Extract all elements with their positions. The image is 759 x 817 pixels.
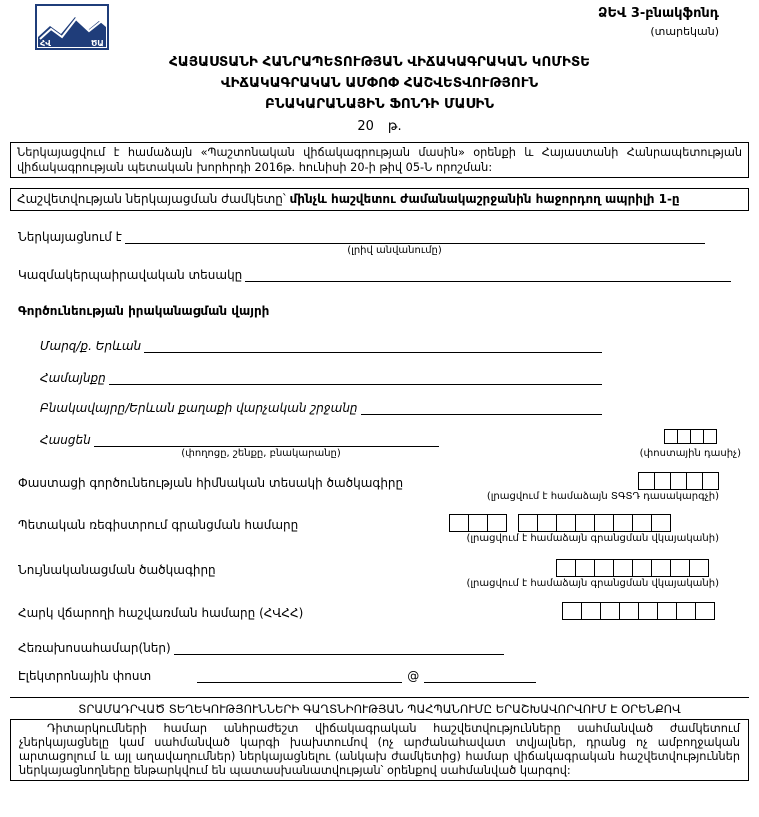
activity-code-label: Փաստացի գործունեության հիմնական տեսակի ծածկագիրը <box>18 476 404 490</box>
code-box[interactable] <box>677 429 691 444</box>
code-box[interactable] <box>518 514 538 532</box>
code-box[interactable] <box>581 602 601 620</box>
address-label: Հասցեն <box>40 433 91 447</box>
liability-notice <box>10 719 749 781</box>
code-box[interactable] <box>664 429 678 444</box>
legal-basis-notice: Ներկայացվում է համաձայն «Պաշտոնական վիճակագրության մասին» օրենքի և Հայաստանի Հանրապետության վիճակագրության պետական խորհրդի 2016թ. հունիսի 20-ի թիվ 05-Ն որոշման: <box>10 142 749 178</box>
code-box[interactable] <box>695 602 715 620</box>
code-box[interactable] <box>632 514 652 532</box>
code-box[interactable] <box>487 514 507 532</box>
report-type-title: ՎԻՃԱԿԱԳՐԱԿԱՆ ԱՄՓՈՓ ՀԱՇՎԵՏՎՈՒԹՅՈՒՆ <box>220 75 539 91</box>
code-box[interactable] <box>638 472 655 490</box>
code-box[interactable] <box>690 429 704 444</box>
svg-text:ԾԱ: ԾԱ <box>91 39 104 48</box>
phone-label: Հեռախոսահամար(ներ) <box>18 641 171 655</box>
code-box[interactable] <box>537 514 557 532</box>
location-section-header: Գործունեության իրականացման վայրի <box>18 304 270 318</box>
phone-row <box>18 640 741 655</box>
community-label: Համայնքը <box>40 371 106 385</box>
form-code-block <box>598 6 719 38</box>
address-line[interactable] <box>94 432 439 447</box>
marz-line[interactable] <box>144 338 602 353</box>
postal-code-hint: (փոստային դասիչ) <box>639 448 741 459</box>
code-box[interactable] <box>449 514 469 532</box>
presented-by-line[interactable] <box>125 229 705 244</box>
activity-code-row <box>18 472 741 490</box>
identification-code-row <box>18 559 741 577</box>
code-box[interactable] <box>575 559 595 577</box>
code-box[interactable] <box>468 514 488 532</box>
page-header <box>0 0 759 52</box>
address-left <box>40 432 442 460</box>
identification-code-hint: (լրացվում է համաձայն գրանցման վկայականի) <box>466 578 719 589</box>
code-box[interactable] <box>657 602 677 620</box>
code-box[interactable] <box>651 559 671 577</box>
year-prefix: 20 <box>357 119 374 134</box>
registry-number-boxes <box>449 514 671 532</box>
address-hint: (փողոցը, շենքը, բնակարանը) <box>181 448 341 459</box>
code-box[interactable] <box>638 602 658 620</box>
email-at-sign: @ <box>407 669 420 683</box>
code-box[interactable] <box>613 514 633 532</box>
code-box[interactable] <box>632 559 652 577</box>
confidentiality-statement: ՏՐԱՄԱԴՐՎԱԾ ՏԵՂԵԿՈՒԹՅՈՒՆՆԵՐԻ ԳԱՂՏՆԻՈՒԹՅԱՆ ՊԱՀՊԱՆՈՒՄԸ ԵՐԱՇԽԱՎՈՐՎՈՒՄ Է ՕՐԵՆՔՈՎ <box>78 702 681 716</box>
postal-code-boxes <box>664 429 717 444</box>
community-row <box>40 370 605 385</box>
code-box[interactable] <box>594 559 614 577</box>
code-box[interactable] <box>702 472 719 490</box>
code-box[interactable] <box>670 559 690 577</box>
code-box[interactable] <box>619 602 639 620</box>
code-box[interactable] <box>575 514 595 532</box>
code-box[interactable] <box>686 472 703 490</box>
footer-divider <box>10 697 749 698</box>
activity-code-boxes <box>638 472 719 490</box>
tin-row <box>18 602 741 620</box>
email-row <box>18 668 741 683</box>
code-box[interactable] <box>651 514 671 532</box>
form-code: ՁԵՎ 3-բնակֆոնդ <box>598 6 719 21</box>
code-box[interactable] <box>562 602 582 620</box>
registry-number-hint: (լրացվում է համաձայն գրանցման վկայականի) <box>466 533 719 544</box>
legal-type-row <box>18 267 741 282</box>
phone-line[interactable] <box>174 640 504 655</box>
code-box[interactable] <box>703 429 717 444</box>
presented-by-hint: (լրիվ անվանումը) <box>347 245 442 256</box>
address-row <box>18 429 741 460</box>
code-box[interactable] <box>689 559 709 577</box>
form-titles <box>0 52 759 115</box>
presented-by-row <box>18 229 708 244</box>
email-domain-line[interactable] <box>424 668 536 683</box>
presented-by-label: Ներկայացնում է <box>18 230 122 244</box>
deadline-notice <box>10 188 749 211</box>
postal-code-block <box>640 429 741 460</box>
form-periodicity: (տարեկան) <box>650 25 719 38</box>
legal-type-line[interactable] <box>245 267 731 282</box>
marz-label: Մարզ/ք. Երևան <box>40 339 142 353</box>
identification-code-label: Նույնականացման ծածկագիրը <box>18 563 216 577</box>
tin-label: Հարկ վճարողի հաշվառման համարը (ՀՎՀՀ) <box>18 606 304 620</box>
email-local-line[interactable] <box>197 668 402 683</box>
marz-row <box>40 338 605 353</box>
year-suffix: թ. <box>387 119 402 134</box>
armstat-logo <box>35 4 109 53</box>
community-line[interactable] <box>109 370 602 385</box>
settlement-line[interactable] <box>361 400 602 415</box>
liability-text: Դիտարկումների համար անհրաժեշտ վիճակագրական հաշվետվությունները սահմանված ժամկետում չներկայացնելը կամ սահմանված կարգի խախտումով (ոչ արժանահավատ տվյալներ, դրանց ոչ ամբողջական արտացոլում և այլ աղավաղումներ) ներկայացնելու (անկախ ժամկետից) համար վիճակագրական հաշվետվություններ ներկայացնողները ենթարկվում են պատասխանատվության՝ օրենքով սահմանված կարգով: <box>19 722 740 777</box>
code-box[interactable] <box>654 472 671 490</box>
code-box[interactable] <box>556 559 576 577</box>
settlement-row <box>40 400 605 415</box>
registry-number-boxes-group2 <box>518 514 671 532</box>
statistics-chart-logo-icon <box>35 4 109 50</box>
legal-type-label: Կազմակերպաիրավական տեսակը <box>18 268 243 282</box>
report-year-line <box>0 119 759 134</box>
settlement-label: Բնակավայրը/Երևան քաղաքի վարչական շրջանը <box>40 401 358 415</box>
tin-boxes <box>562 602 715 620</box>
code-box[interactable] <box>594 514 614 532</box>
code-box[interactable] <box>676 602 696 620</box>
code-box[interactable] <box>600 602 620 620</box>
code-box[interactable] <box>613 559 633 577</box>
code-box[interactable] <box>556 514 576 532</box>
registry-number-boxes-group1 <box>449 514 507 532</box>
svg-text:ՀՎ: ՀՎ <box>40 39 51 48</box>
deadline-prefix: Հաշվետվության ներկայացման ժամկետը՝ <box>17 192 290 206</box>
activity-code-hint: (լրացվում է համաձայն ՏԳՏԴ դասակարգչի) <box>486 491 719 502</box>
deadline-date: մինչև հաշվետու ժամանակաշրջանին հաջորդող ապրիլի 1-ը <box>289 192 680 206</box>
form-body <box>0 229 759 683</box>
report-subject-title: ԲՆԱԿԱՐԱՆԱՅԻՆ ՖՈՆԴԻ ՄԱՍԻՆ <box>265 96 494 112</box>
identification-code-boxes <box>556 559 709 577</box>
code-box[interactable] <box>670 472 687 490</box>
email-label: Էլեկտրոնային փոստ <box>18 669 152 683</box>
org-title: ՀԱՅԱՍՏԱՆԻ ՀԱՆՐԱՊԵՏՈՒԹՅԱՆ ՎԻՃԱԿԱԳՐԱԿԱՆ ԿՈՄԻՏԵ <box>168 54 591 70</box>
registry-number-row <box>18 514 741 532</box>
registry-number-label: Պետական ռեգիստրում գրանցման համարը <box>18 518 299 532</box>
